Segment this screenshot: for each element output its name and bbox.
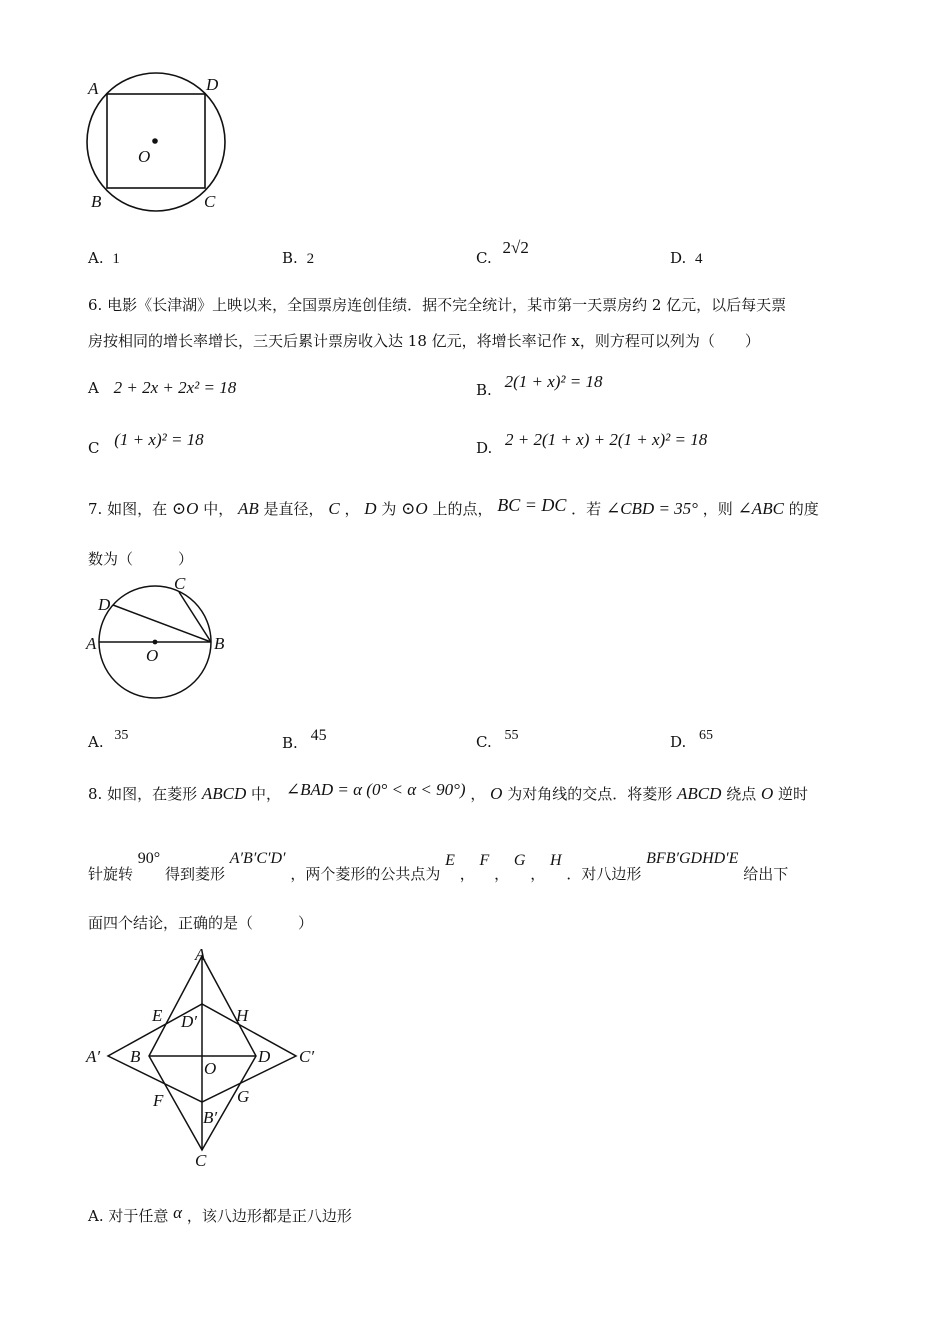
q8-label-f: F — [153, 1091, 164, 1110]
q8-sep-3: ， — [530, 865, 546, 883]
q7-arc-equation: BC = DC — [497, 495, 567, 515]
q8-text-11: 给出下 — [743, 865, 789, 883]
q7-text-4: 为 — [381, 500, 397, 518]
q7-stem-line2: 数为（ ） — [88, 550, 194, 568]
q7-label-a: A — [86, 634, 97, 653]
q7-option-b — [282, 726, 327, 753]
q8-option-a — [88, 1203, 352, 1226]
q8-sep-2: ， — [494, 865, 510, 883]
q7-option-a-value: 35 — [114, 728, 129, 743]
q7-label-d: D — [98, 595, 111, 614]
q5-figure — [80, 70, 240, 220]
q5-option-d-value: 4 — [695, 251, 703, 267]
q7-chord-db — [113, 605, 211, 642]
q7-text-2: 中， — [203, 500, 234, 518]
q5-label-o: O — [138, 147, 151, 166]
q7-angle-ask: ∠ABC — [737, 499, 784, 518]
q6-stem-line2: 房按相同的增长率增长，三天后累计票房收入达 18 亿元，将增长率记作 x，则方程可以列为（ ） — [88, 332, 760, 350]
q6-option-d-value: 2 + 2(1 + x) + 2(1 + x)² = 18 — [505, 430, 708, 449]
q8-label-a-prime: A′ — [86, 1047, 101, 1066]
q8-abcd: ABCD — [201, 784, 247, 803]
q8-label-d: D — [258, 1047, 271, 1066]
q8-sep-1: ， — [459, 865, 475, 883]
q8-stem-line1 — [88, 780, 809, 804]
q6-stem-line1: 6. 电影《长津湖》上映以来，全国票房连创佳绩．据不完全统计，某市第一天票房约 2 亿元，以后每天票 — [88, 296, 787, 314]
q8-option-a-text-1: A. 对于任意 — [88, 1207, 169, 1225]
q6-option-c-letter: C — [88, 439, 100, 457]
q8-label-g: G — [237, 1087, 250, 1106]
q8-label-e: E — [152, 1006, 163, 1025]
q7-comma: ， — [344, 500, 360, 518]
q7-center-dot — [153, 640, 158, 645]
q7-text-1: 7. 如图，在 — [88, 500, 168, 518]
q8-abcd-prime: A′B′C′D′ — [229, 850, 286, 867]
q8-option-a-text-2: ，该八边形都是正八边形 — [186, 1207, 352, 1225]
q8-o: O — [490, 784, 503, 803]
q5-option-b-letter: B. — [282, 249, 298, 267]
q7-option-b-letter: B. — [282, 734, 298, 752]
q8-o-2: O — [760, 784, 774, 803]
q7-label-c: C — [174, 574, 186, 593]
q8-text-3: ， — [470, 785, 486, 803]
q5-option-a-value: 1 — [112, 251, 120, 267]
q6-option-c — [88, 430, 204, 457]
q8-label-d-prime: D′ — [181, 1012, 197, 1031]
q7-text-6: ．若 — [571, 500, 602, 518]
q8-label-b-prime: B′ — [203, 1108, 218, 1127]
q7-c: C — [328, 499, 340, 518]
q8-abcd-2: ABCD — [677, 784, 722, 803]
q5-option-a-letter: A. — [88, 249, 104, 267]
q6-option-a — [88, 378, 236, 398]
q8-angle: ∠BAD = α (0° < α < 90°) — [285, 780, 466, 799]
q8-text-4: 为对角线的交点．将菱形 — [507, 785, 673, 803]
q7-stem-line1 — [88, 495, 819, 519]
q6-option-d — [476, 430, 708, 457]
q7-option-a — [88, 726, 128, 752]
q7-option-d-letter: D. — [670, 733, 687, 751]
q8-g: G — [513, 852, 526, 869]
q5-option-b — [282, 248, 314, 269]
q7-option-d-value: 65 — [699, 728, 714, 743]
q8-text-2: 中， — [251, 785, 282, 803]
q6-option-a-letter: A — [88, 379, 99, 397]
q8-text-8: 得到菱形 — [164, 865, 225, 883]
q7-option-c-letter: C. — [476, 733, 492, 751]
q8-label-b: B — [130, 1047, 141, 1066]
q8-label-o: O — [204, 1059, 217, 1078]
q6-option-b — [476, 372, 603, 399]
q6-option-b-value: 2(1 + x)² = 18 — [504, 372, 603, 391]
q7-circle-o-2: ⊙O — [401, 499, 428, 518]
q8-stem-line2 — [88, 850, 789, 883]
q8-text-7: 针旋转 — [88, 865, 134, 883]
q8-text-10: ．对八边形 — [566, 865, 642, 883]
q8-e: E — [445, 852, 455, 869]
q7-text-3: 是直径， — [263, 500, 324, 518]
q8-h: H — [550, 852, 562, 869]
q5-option-c — [476, 238, 529, 268]
q7-label-o: O — [146, 646, 159, 665]
q7-chord-cb — [179, 592, 211, 642]
q8-text-6: 逆时 — [778, 785, 809, 803]
q7-circle-o: ⊙O — [171, 499, 199, 518]
q8-label-h: H — [236, 1006, 249, 1025]
q7-option-b-value: 45 — [310, 727, 327, 744]
q8-figure — [84, 944, 334, 1174]
q5-label-d: D — [206, 75, 219, 94]
q6-option-b-letter: B. — [476, 381, 492, 399]
q7-d: D — [364, 499, 377, 518]
q8-text-9: ，两个菱形的公共点为 — [290, 865, 441, 883]
q7-figure — [84, 576, 234, 706]
q5-option-c-value: 2√2 — [502, 238, 529, 257]
q7-text-7: ，则 — [702, 500, 733, 518]
q8-label-c: C — [195, 1151, 207, 1170]
q7-option-c — [476, 726, 519, 752]
q5-option-c-letter: C. — [476, 249, 492, 267]
q7-option-d — [670, 726, 713, 752]
q5-center-dot — [152, 138, 158, 144]
q8-text-1: 8. 如图，在菱形 — [88, 785, 198, 803]
q8-text-5: 绕点 — [726, 785, 757, 803]
q8-octagon: BFB′GDHD′E — [646, 850, 739, 867]
q5-label-b: B — [91, 192, 102, 211]
q6-option-a-value: 2 + 2x + 2x² = 18 — [113, 378, 237, 397]
q7-ab: AB — [237, 499, 259, 518]
q8-stem-line3: 面四个结论，正确的是（ ） — [88, 914, 314, 932]
q5-option-a — [88, 248, 120, 269]
q7-text-5: 上的点， — [432, 500, 493, 518]
q7-option-c-value: 55 — [504, 728, 519, 743]
q6-option-d-letter: D. — [476, 439, 493, 457]
q7-text-8: 的度 — [788, 500, 819, 518]
q5-option-d — [670, 248, 703, 269]
q8-option-a-alpha: α — [173, 1203, 183, 1222]
q5-option-d-letter: D. — [670, 249, 687, 267]
q8-label-a: A — [195, 945, 206, 964]
q5-option-b-value: 2 — [306, 251, 315, 267]
q5-label-c: C — [204, 192, 216, 211]
q7-label-b: B — [214, 634, 225, 653]
q8-deg: 90° — [137, 850, 161, 867]
q7-angle-given: ∠CBD = 35° — [605, 499, 698, 518]
q8-f: F — [479, 852, 490, 869]
q8-label-c-prime: C′ — [299, 1047, 315, 1066]
q6-option-c-value: (1 + x)² = 18 — [114, 430, 204, 449]
q5-label-a: A — [88, 79, 99, 98]
q7-option-a-letter: A. — [88, 733, 104, 751]
